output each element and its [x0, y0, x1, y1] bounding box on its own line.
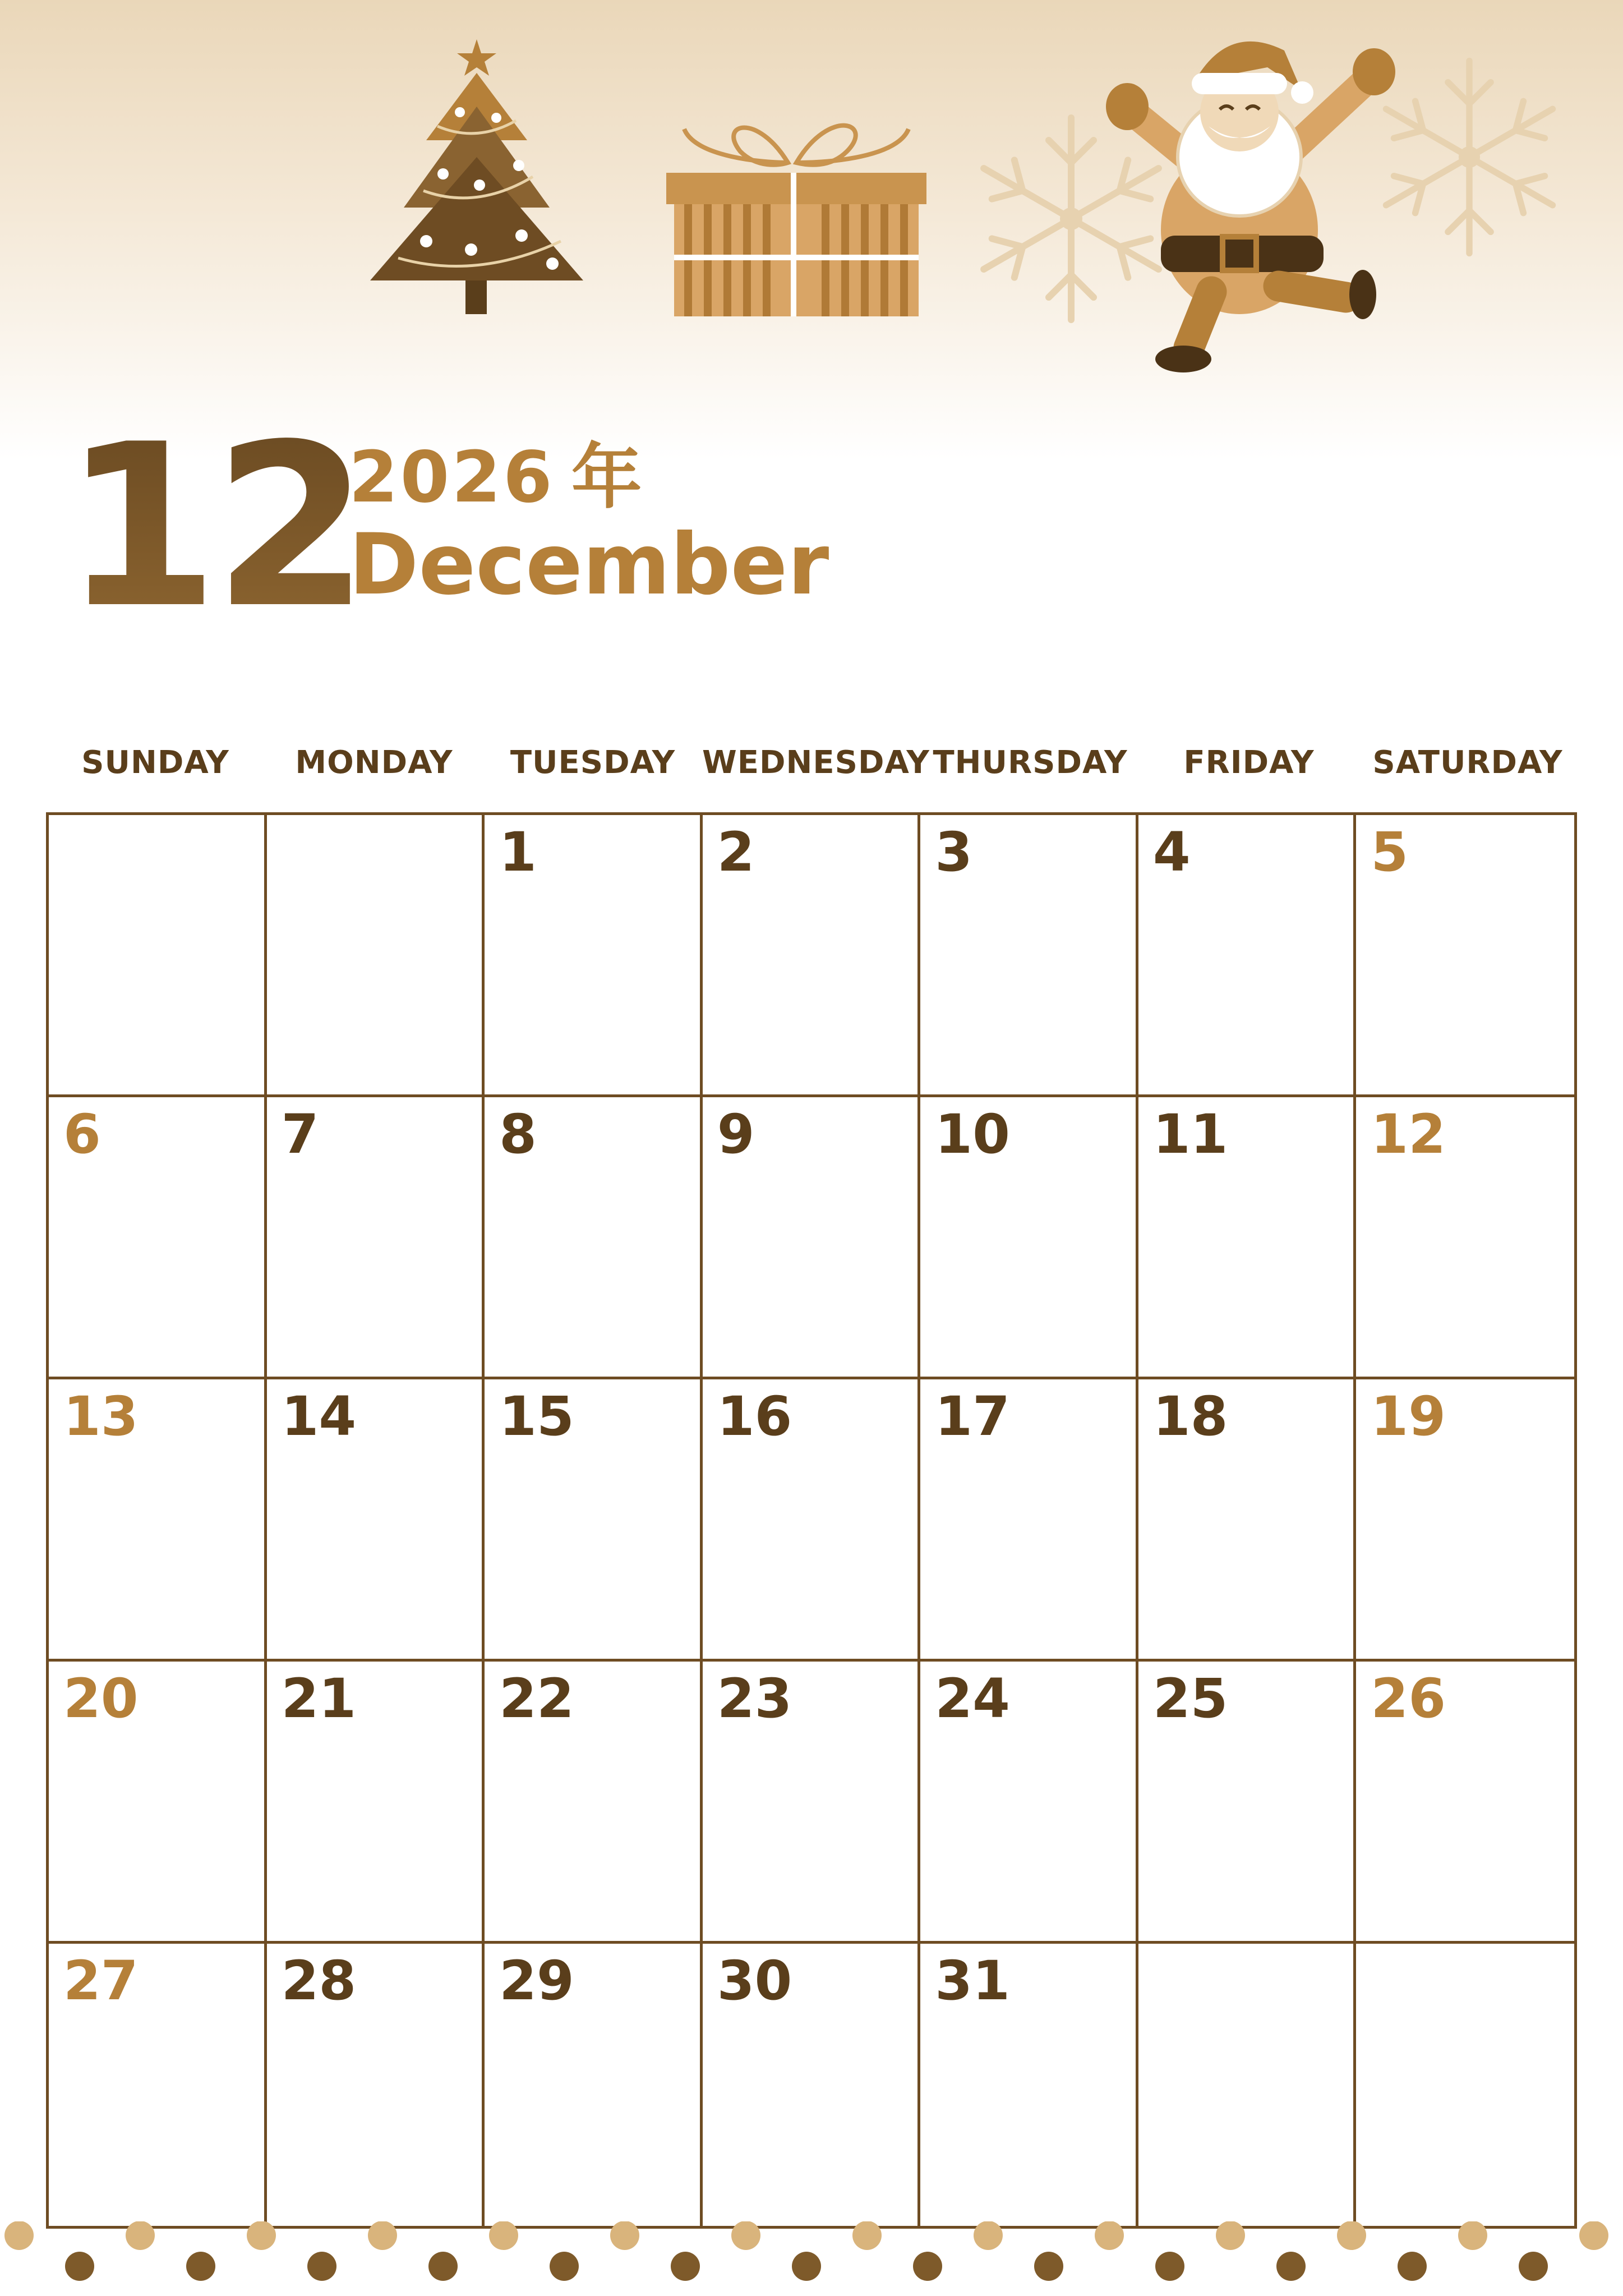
dot-decoration	[913, 2252, 942, 2281]
day-cell	[1138, 1097, 1357, 1379]
day-number: 16	[717, 1385, 792, 1448]
day-cell	[485, 1379, 703, 1662]
dot-border	[0, 2221, 1623, 2296]
day-cell	[920, 815, 1138, 1097]
day-cell	[49, 1944, 267, 2226]
day-cell	[49, 1097, 267, 1379]
day-cell	[49, 1379, 267, 1662]
day-cell	[267, 1097, 485, 1379]
dot-decoration	[1579, 2221, 1608, 2250]
day-cell	[267, 1944, 485, 2226]
day-cell	[485, 1944, 703, 2226]
day-cell	[485, 1662, 703, 1944]
dot-decoration	[1398, 2252, 1427, 2281]
day-number: 15	[499, 1385, 574, 1448]
dot-decoration	[489, 2221, 518, 2250]
weekday-friday: FRIDAY	[1183, 744, 1315, 781]
day-number: 11	[1152, 1103, 1228, 1166]
weekday-header	[46, 740, 1577, 785]
day-cell	[485, 1097, 703, 1379]
day-number: 21	[281, 1667, 357, 1730]
day-number: 22	[499, 1667, 574, 1730]
dot-decoration	[792, 2252, 821, 2281]
dot-decoration	[610, 2221, 639, 2250]
dot-decoration	[1458, 2221, 1487, 2250]
day-cell	[1138, 815, 1357, 1097]
day-number: 19	[1371, 1385, 1446, 1448]
dot-decoration	[550, 2252, 579, 2281]
dot-decoration	[126, 2221, 155, 2250]
day-cell	[1138, 1944, 1357, 2226]
dot-decoration	[1216, 2221, 1245, 2250]
day-number: 28	[281, 1949, 357, 2012]
dot-decoration	[1155, 2252, 1184, 2281]
day-cell	[920, 1944, 1138, 2226]
day-cell	[49, 815, 267, 1097]
gift-box-icon	[662, 90, 931, 320]
dot-decoration	[4, 2221, 34, 2250]
day-number: 24	[935, 1667, 1010, 1730]
day-number: 25	[1152, 1667, 1228, 1730]
day-number: 6	[63, 1103, 101, 1166]
day-number: 4	[1152, 821, 1191, 884]
dot-decoration	[1095, 2221, 1124, 2250]
day-number: 17	[935, 1385, 1010, 1448]
day-number: 1	[499, 821, 537, 884]
day-number: 14	[281, 1385, 357, 1448]
day-number: 9	[717, 1103, 755, 1166]
dot-decoration	[307, 2252, 336, 2281]
day-cell	[267, 1662, 485, 1944]
day-number: 23	[717, 1667, 792, 1730]
day-number: 30	[717, 1949, 792, 2012]
day-number: 5	[1371, 821, 1409, 884]
year-suffix: 年	[571, 436, 644, 518]
day-number: 12	[1371, 1103, 1446, 1166]
day-cell	[703, 1944, 921, 2226]
day-cell	[267, 1379, 485, 1662]
year-value: 2026	[349, 436, 555, 518]
weekday-sunday: SUNDAY	[81, 744, 229, 781]
calendar-grid	[46, 812, 1577, 2229]
day-cell	[920, 1379, 1138, 1662]
day-cell	[703, 1379, 921, 1662]
dot-decoration	[186, 2252, 215, 2281]
day-cell	[1356, 1662, 1574, 1944]
day-cell	[1356, 1379, 1574, 1662]
day-number: 27	[63, 1949, 139, 2012]
day-number: 20	[63, 1667, 139, 1730]
day-cell	[703, 815, 921, 1097]
weekday-thursday: THURSDAY	[933, 744, 1128, 781]
day-cell	[485, 815, 703, 1097]
day-number: 2	[717, 821, 755, 884]
day-cell	[1356, 815, 1574, 1097]
weekday-saturday: SATURDAY	[1372, 744, 1563, 781]
dot-decoration	[974, 2221, 1003, 2250]
dot-decoration	[65, 2252, 94, 2281]
day-number: 13	[63, 1385, 139, 1448]
santa-claus-icon	[1099, 28, 1436, 376]
dot-decoration	[1034, 2252, 1063, 2281]
day-cell	[1138, 1379, 1357, 1662]
dot-decoration	[1519, 2252, 1548, 2281]
month-number: 12	[63, 397, 364, 657]
day-number: 3	[935, 821, 973, 884]
dot-decoration	[1337, 2221, 1366, 2250]
day-number: 10	[935, 1103, 1010, 1166]
day-number: 18	[1152, 1385, 1228, 1448]
day-number: 26	[1371, 1667, 1446, 1730]
dot-decoration	[852, 2221, 882, 2250]
day-number: 29	[499, 1949, 574, 2012]
day-cell	[267, 815, 485, 1097]
day-cell	[1356, 1097, 1574, 1379]
year-label	[349, 436, 644, 518]
day-cell	[1138, 1662, 1357, 1944]
day-cell	[703, 1097, 921, 1379]
dot-decoration	[731, 2221, 760, 2250]
dot-decoration	[1276, 2252, 1306, 2281]
day-cell	[920, 1662, 1138, 1944]
weekday-wednesday: WEDNESDAY	[702, 744, 930, 781]
month-name: December	[349, 516, 829, 614]
dot-decoration	[671, 2252, 700, 2281]
dot-decoration	[428, 2252, 458, 2281]
day-number: 7	[281, 1103, 319, 1166]
day-cell	[1356, 1944, 1574, 2226]
day-number: 8	[499, 1103, 537, 1166]
weekday-tuesday: TUESDAY	[510, 744, 676, 781]
day-cell	[703, 1662, 921, 1944]
dot-decoration	[368, 2221, 397, 2250]
day-number: 31	[935, 1949, 1010, 2012]
day-cell	[49, 1662, 267, 1944]
day-cell	[920, 1097, 1138, 1379]
christmas-tree-icon	[359, 28, 594, 320]
weekday-monday: MONDAY	[295, 744, 453, 781]
dot-decoration	[247, 2221, 276, 2250]
